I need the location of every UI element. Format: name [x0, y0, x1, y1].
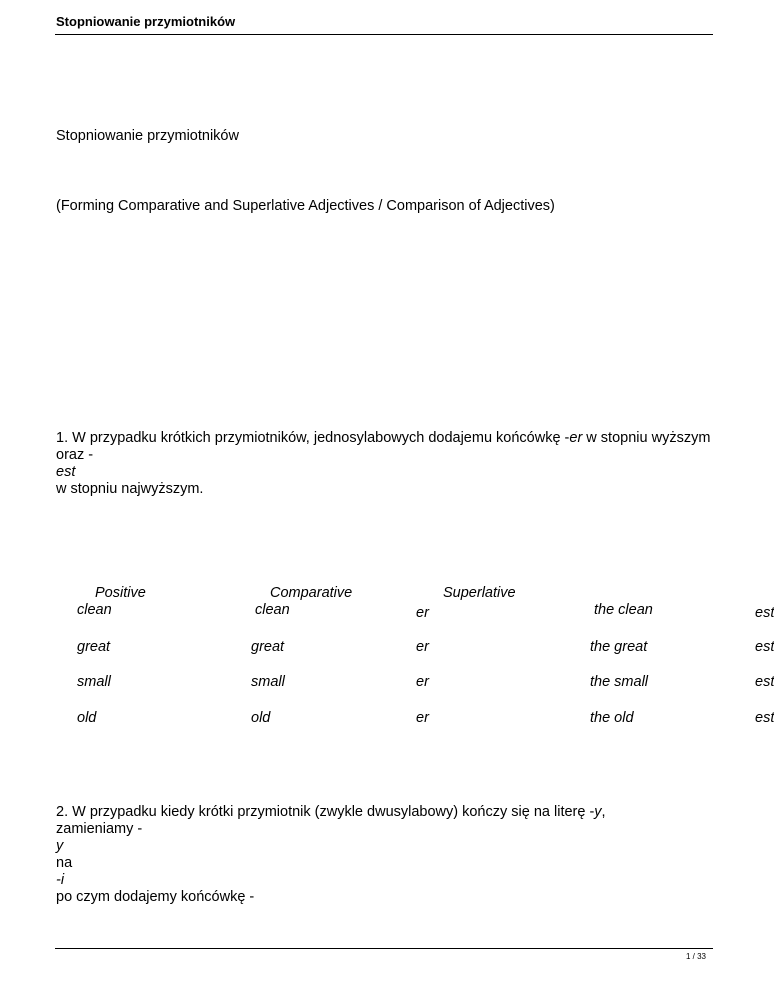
rule-1-text-a: 1. W przypadku krótkich przymiotników, jednosylabowych dodajemu końcówkę - [56, 430, 570, 446]
rule-2-paragraph [56, 804, 716, 906]
row-1-positive: clean [77, 602, 112, 618]
row-2-superlative: the great [590, 639, 648, 655]
row-4-comparative: old [251, 710, 271, 726]
rule-2-letter-y: y [594, 804, 602, 820]
row-3-comparative: small [251, 674, 285, 690]
row-3-est: est [755, 674, 774, 690]
row-3-superlative: the small [590, 674, 649, 690]
row-2-est: est [755, 639, 774, 655]
row-3-er: er [416, 674, 429, 690]
rule-1-text-b: w stopniu wyższym oraz - [56, 430, 711, 463]
rule-1-paragraph [56, 430, 716, 498]
rule-2-comma: , [601, 804, 606, 820]
footer-divider [55, 948, 713, 949]
row-4-superlative: the old [590, 710, 634, 726]
rule-1-text-c: w stopniu najwyższym. [56, 481, 204, 497]
comparison-table [0, 585, 774, 726]
rule-2-letter-y-2: y [56, 838, 64, 854]
row-1-est: est [755, 605, 774, 621]
row-1-er: er [416, 605, 429, 621]
running-header-title: Stopniowanie przymiotników [56, 14, 236, 29]
row-2-comparative: great [251, 639, 285, 655]
rule-2-text-a: 2. W przypadku kiedy krótki przymiotnik (zwykle dwusylabowy) kończy się na literę - [56, 804, 595, 820]
rule-2-text-d: po czym dodajemy końcówkę - [56, 889, 255, 905]
header-positive: Positive [95, 585, 146, 601]
page-number: 1 / 33 [685, 952, 706, 961]
document-title: Stopniowanie przymiotników [56, 128, 239, 144]
rule-2-text-b: zamieniamy - [56, 821, 143, 837]
rule-2-letter-i: -i [56, 872, 65, 888]
row-2-er: er [416, 639, 429, 655]
rule-1-suffix-er: er [569, 430, 583, 446]
row-2-positive: great [77, 639, 111, 655]
document-subtitle: (Forming Comparative and Superlative Adjectives / Comparison of Adjectives) [56, 198, 555, 214]
header-divider [55, 34, 713, 35]
header-superlative: Superlative [443, 585, 516, 601]
header-comparative: Comparative [270, 585, 353, 601]
row-4-est: est [755, 710, 774, 726]
row-4-er: er [416, 710, 429, 726]
rule-1-suffix-est: est [56, 464, 76, 480]
row-3-positive: small [77, 674, 111, 690]
row-1-superlative: the clean [594, 602, 653, 618]
row-4-positive: old [77, 710, 97, 726]
rule-2-text-c: na [56, 855, 73, 871]
row-1-comparative: clean [255, 602, 290, 618]
